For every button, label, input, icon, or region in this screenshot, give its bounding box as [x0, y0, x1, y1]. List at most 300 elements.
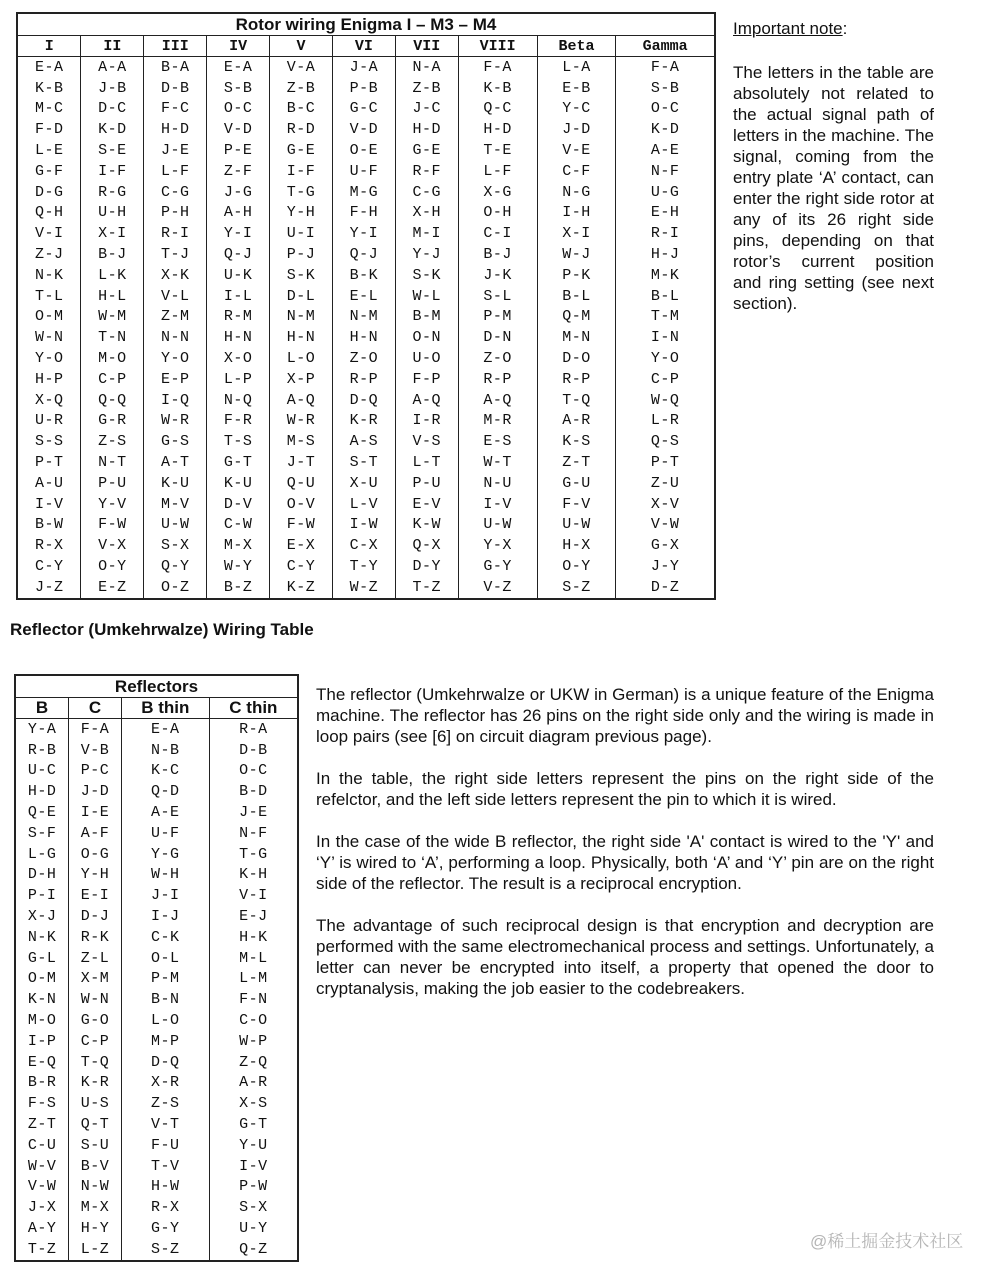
- rotor-table-cell: H-L: [81, 286, 144, 307]
- reflector-table-cell: V-W: [15, 1177, 69, 1198]
- rotor-table-cell: W-M: [81, 307, 144, 328]
- rotor-table-cell: S-Z: [537, 577, 616, 599]
- rotor-table-cell: V-A: [270, 57, 333, 78]
- rotor-table-cell: J-Z: [17, 577, 81, 599]
- reflector-table-cell: H-D: [15, 781, 69, 802]
- rotor-table-cell: U-R: [17, 411, 81, 432]
- rotor-table-cell: U-I: [270, 223, 333, 244]
- rotor-table-cell: J-B: [81, 78, 144, 99]
- rotor-table-cell: S-E: [81, 140, 144, 161]
- rotor-table-cell: I-N: [616, 327, 715, 348]
- reflector-table-row: [15, 761, 298, 782]
- rotor-table-cell: W-R: [144, 411, 207, 432]
- rotor-table-cell: W-R: [270, 411, 333, 432]
- reflector-table-cell: K-N: [15, 989, 69, 1010]
- rotor-table-cell: U-G: [616, 182, 715, 203]
- rotor-table-cell: L-P: [207, 369, 270, 390]
- reflector-table-column-header: B: [15, 698, 69, 719]
- rotor-table-cell: D-Q: [332, 390, 395, 411]
- reflector-table-cell: I-P: [15, 1031, 69, 1052]
- rotor-table-cell: S-S: [17, 431, 81, 452]
- rotor-table-cell: L-F: [144, 161, 207, 182]
- rotor-table-row: [17, 577, 715, 599]
- rotor-table-row: [17, 473, 715, 494]
- rotor-table-cell: Y-V: [81, 494, 144, 515]
- rotor-table-cell: E-H: [616, 203, 715, 224]
- reflector-table-cell: U-Y: [209, 1218, 298, 1239]
- rotor-table-cell: R-I: [144, 223, 207, 244]
- reflector-wiring-table: [14, 674, 299, 1262]
- rotor-table-cell: E-A: [17, 57, 81, 78]
- rotor-table-cell: Q-Q: [81, 390, 144, 411]
- reflector-table-cell: W-H: [121, 865, 209, 886]
- rotor-table-row: [17, 265, 715, 286]
- rotor-table-cell: K-D: [616, 119, 715, 140]
- rotor-table-cell: N-F: [616, 161, 715, 182]
- rotor-table-cell: B-L: [616, 286, 715, 307]
- reflector-table-cell: V-T: [121, 1114, 209, 1135]
- reflector-table-row: [15, 989, 298, 1010]
- rotor-table-cell: P-T: [17, 452, 81, 473]
- reflector-table-cell: H-W: [121, 1177, 209, 1198]
- note-title: [733, 19, 847, 39]
- rotor-table-title: Rotor wiring Enigma I – M3 – M4: [17, 13, 715, 36]
- rotor-table-cell: S-X: [144, 535, 207, 556]
- rotor-table-cell: A-S: [332, 431, 395, 452]
- reflector-table-cell: M-O: [15, 1010, 69, 1031]
- reflector-table-cell: R-B: [15, 740, 69, 761]
- rotor-table-cell: X-K: [144, 265, 207, 286]
- rotor-table-cell: Y-I: [332, 223, 395, 244]
- reflector-table-cell: T-G: [209, 844, 298, 865]
- rotor-table-cell: C-G: [144, 182, 207, 203]
- reflector-table-cell: Y-A: [15, 719, 69, 740]
- reflector-table-cell: L-O: [121, 1010, 209, 1031]
- reflector-table-cell: G-Y: [121, 1218, 209, 1239]
- rotor-table-column-header: VII: [395, 36, 458, 57]
- rotor-table-cell: W-Y: [207, 556, 270, 577]
- reflector-table-cell: P-W: [209, 1177, 298, 1198]
- rotor-table-cell: B-A: [144, 57, 207, 78]
- rotor-table-cell: X-I: [537, 223, 616, 244]
- rotor-table-row: [17, 556, 715, 577]
- reflector-table-cell: P-I: [15, 885, 69, 906]
- rotor-table-cell: T-M: [616, 307, 715, 328]
- rotor-table-column-header: III: [144, 36, 207, 57]
- reflector-table-row: [15, 719, 298, 740]
- reflector-table-row: [15, 948, 298, 969]
- rotor-table-cell: D-Z: [616, 577, 715, 599]
- rotor-table-cell: I-F: [270, 161, 333, 182]
- note-body: The letters in the table are absolutely not related to the actual signal path of letters in the machine. The signal, coming from the entry plate ‘A’ contact, can enter the right side rotor at any of its 26 right side pins, depending on that rotor’s current position and ring setting (see next section).: [733, 63, 934, 313]
- reflector-table-row: [15, 927, 298, 948]
- rotor-table-cell: E-L: [332, 286, 395, 307]
- reflector-table-cell: S-Z: [121, 1239, 209, 1261]
- reflector-paragraph-4: The advantage of such reciprocal design is that encryption and decryption are performed with the same electromechanical process and settings. Unfortunately, a letter can never be encrypted into itself, a property that opened the door to cryptanalysis, making the job easier to the codebreakers.: [316, 916, 934, 998]
- rotor-table-cell: R-G: [81, 182, 144, 203]
- rotor-table-cell: H-N: [207, 327, 270, 348]
- reflector-paragraph-1: The reflector (Umkehrwalze or UKW in German) is a unique feature of the Enigma machine. The reflector has 26 pins on the right side only and the wiring is made in loop pairs (see [6] on circuit diagram previous page).: [316, 685, 934, 746]
- reflector-table-cell: T-Z: [15, 1239, 69, 1261]
- reflector-table-cell: Z-L: [69, 948, 122, 969]
- rotor-table-cell: H-D: [395, 119, 458, 140]
- rotor-table-cell: Q-J: [207, 244, 270, 265]
- rotor-table-cell: X-O: [207, 348, 270, 369]
- rotor-table-cell: T-G: [270, 182, 333, 203]
- rotor-table-cell: N-Q: [207, 390, 270, 411]
- rotor-table-row: [17, 140, 715, 161]
- rotor-table-cell: F-A: [616, 57, 715, 78]
- rotor-table-cell: L-R: [616, 411, 715, 432]
- rotor-table-cell: S-L: [458, 286, 537, 307]
- rotor-table-column-header: I: [17, 36, 81, 57]
- rotor-table-cell: C-P: [616, 369, 715, 390]
- rotor-table-cell: X-I: [81, 223, 144, 244]
- rotor-table-cell: L-A: [537, 57, 616, 78]
- reflector-table-cell: M-X: [69, 1197, 122, 1218]
- rotor-table-cell: M-O: [81, 348, 144, 369]
- note-title-text: Important note: [733, 19, 843, 38]
- rotor-table-cell: O-Y: [81, 556, 144, 577]
- rotor-table-cell: J-T: [270, 452, 333, 473]
- rotor-table-cell: F-W: [270, 515, 333, 536]
- rotor-table-cell: A-E: [616, 140, 715, 161]
- rotor-table-cell: C-Y: [270, 556, 333, 577]
- rotor-table-cell: E-X: [270, 535, 333, 556]
- rotor-table-cell: G-Y: [458, 556, 537, 577]
- rotor-table-cell: W-T: [458, 452, 537, 473]
- rotor-table-cell: C-P: [81, 369, 144, 390]
- rotor-table-cell: N-G: [537, 182, 616, 203]
- rotor-table-cell: M-G: [332, 182, 395, 203]
- reflector-table-cell: F-S: [15, 1093, 69, 1114]
- reflector-table-cell: A-R: [209, 1073, 298, 1094]
- rotor-table-cell: C-I: [458, 223, 537, 244]
- rotor-table-cell: K-Z: [270, 577, 333, 599]
- rotor-table-cell: P-H: [144, 203, 207, 224]
- reflector-table-cell: B-R: [15, 1073, 69, 1094]
- reflector-table-cell: J-D: [69, 781, 122, 802]
- reflector-table-title: Reflectors: [15, 675, 298, 698]
- rotor-table-cell: N-T: [81, 452, 144, 473]
- rotor-table-column-header: V: [270, 36, 333, 57]
- reflector-table-cell: I-V: [209, 1156, 298, 1177]
- rotor-table-cell: I-R: [395, 411, 458, 432]
- reflector-table-cell: C-K: [121, 927, 209, 948]
- reflector-table-cell: Y-G: [121, 844, 209, 865]
- rotor-table-cell: T-Y: [332, 556, 395, 577]
- rotor-table-row: [17, 182, 715, 203]
- rotor-table-cell: A-Q: [270, 390, 333, 411]
- rotor-wiring-table: [16, 12, 716, 600]
- rotor-table-cell: G-F: [17, 161, 81, 182]
- rotor-table-cell: Q-X: [395, 535, 458, 556]
- rotor-table-cell: J-K: [458, 265, 537, 286]
- rotor-table-cell: B-K: [332, 265, 395, 286]
- rotor-table-row: [17, 327, 715, 348]
- rotor-table-cell: F-A: [458, 57, 537, 78]
- reflector-table-cell: F-N: [209, 989, 298, 1010]
- reflector-table-row: [15, 885, 298, 906]
- rotor-table-cell: H-X: [537, 535, 616, 556]
- rotor-table-cell: T-S: [207, 431, 270, 452]
- rotor-table-cell: U-W: [458, 515, 537, 536]
- reflector-table-cell: G-T: [209, 1114, 298, 1135]
- reflector-table-body: [15, 719, 298, 1261]
- rotor-table-cell: Y-O: [17, 348, 81, 369]
- reflector-table-cell: D-B: [209, 740, 298, 761]
- rotor-table-cell: M-V: [144, 494, 207, 515]
- reflector-table-cell: Y-H: [69, 865, 122, 886]
- rotor-table-cell: U-H: [81, 203, 144, 224]
- rotor-table-cell: J-D: [537, 119, 616, 140]
- reflector-table-row: [15, 1156, 298, 1177]
- rotor-table-cell: K-D: [81, 119, 144, 140]
- rotor-table-cell: R-X: [17, 535, 81, 556]
- rotor-table-cell: D-B: [144, 78, 207, 99]
- rotor-table-cell: C-F: [537, 161, 616, 182]
- rotor-table-cell: T-N: [81, 327, 144, 348]
- note-title-suffix: :: [842, 19, 848, 38]
- reflector-table-cell: X-S: [209, 1093, 298, 1114]
- reflector-table-cell: L-G: [15, 844, 69, 865]
- rotor-table-cell: Q-U: [270, 473, 333, 494]
- rotor-table-row: [17, 99, 715, 120]
- rotor-table-cell: U-K: [207, 265, 270, 286]
- rotor-table-cell: W-Z: [332, 577, 395, 599]
- rotor-table-cell: W-Q: [616, 390, 715, 411]
- reflector-table-cell: E-I: [69, 885, 122, 906]
- reflector-table-cell: X-R: [121, 1073, 209, 1094]
- rotor-table-cell: M-K: [616, 265, 715, 286]
- reflector-table-row: [15, 844, 298, 865]
- rotor-table-row: [17, 203, 715, 224]
- reflector-table-cell: F-U: [121, 1135, 209, 1156]
- rotor-table-cell: H-N: [332, 327, 395, 348]
- rotor-table-cell: F-W: [81, 515, 144, 536]
- rotor-table-row: [17, 369, 715, 390]
- reflector-table-cell: E-A: [121, 719, 209, 740]
- rotor-table-cell: J-Y: [616, 556, 715, 577]
- rotor-table-cell: E-S: [458, 431, 537, 452]
- rotor-table-cell: Z-O: [458, 348, 537, 369]
- rotor-table-cell: D-O: [537, 348, 616, 369]
- reflector-table-cell: W-P: [209, 1031, 298, 1052]
- reflector-table-cell: Q-Z: [209, 1239, 298, 1261]
- reflector-table-cell: K-H: [209, 865, 298, 886]
- rotor-table-cell: R-P: [458, 369, 537, 390]
- rotor-table-cell: Y-X: [458, 535, 537, 556]
- reflector-table-row: [15, 865, 298, 886]
- reflector-table-header-row: [15, 698, 298, 719]
- rotor-table-cell: T-Q: [537, 390, 616, 411]
- reflector-table-cell: B-D: [209, 781, 298, 802]
- reflector-table-cell: Z-Q: [209, 1052, 298, 1073]
- rotor-table-cell: K-R: [332, 411, 395, 432]
- rotor-table-row: [17, 119, 715, 140]
- rotor-table-row: [17, 515, 715, 536]
- rotor-table-cell: M-S: [270, 431, 333, 452]
- reflector-table-cell: D-Q: [121, 1052, 209, 1073]
- rotor-table-cell: G-E: [395, 140, 458, 161]
- rotor-table-cell: Y-O: [616, 348, 715, 369]
- rotor-table-cell: I-F: [81, 161, 144, 182]
- rotor-table-cell: T-L: [17, 286, 81, 307]
- reflector-section-heading: Reflector (Umkehrwalze) Wiring Table: [10, 620, 314, 639]
- rotor-table-cell: P-K: [537, 265, 616, 286]
- reflector-table-cell: Q-T: [69, 1114, 122, 1135]
- reflector-table-cell: T-Q: [69, 1052, 122, 1073]
- reflector-table-cell: J-I: [121, 885, 209, 906]
- rotor-table-cell: Y-H: [270, 203, 333, 224]
- rotor-table-cell: K-S: [537, 431, 616, 452]
- rotor-table-cell: S-B: [616, 78, 715, 99]
- rotor-table-cell: K-B: [458, 78, 537, 99]
- reflector-table-cell: G-L: [15, 948, 69, 969]
- reflector-table-cell: H-K: [209, 927, 298, 948]
- rotor-table-cell: F-R: [207, 411, 270, 432]
- reflector-table-cell: K-R: [69, 1073, 122, 1094]
- rotor-table-cell: R-P: [537, 369, 616, 390]
- rotor-table-cell: U-W: [144, 515, 207, 536]
- rotor-table-cell: G-T: [207, 452, 270, 473]
- rotor-table-cell: O-N: [395, 327, 458, 348]
- reflector-table-row: [15, 1114, 298, 1135]
- reflector-table-cell: C-U: [15, 1135, 69, 1156]
- rotor-table-cell: Z-U: [616, 473, 715, 494]
- rotor-table-cell: B-Z: [207, 577, 270, 599]
- rotor-table-cell: M-I: [395, 223, 458, 244]
- reflector-paragraph-2: In the table, the right side letters represent the pins on the right side of the refelctor, and the left side letters represent the pin to which it is wired.: [316, 769, 934, 809]
- rotor-table-cell: O-H: [458, 203, 537, 224]
- rotor-table-cell: Z-T: [537, 452, 616, 473]
- reflector-table-cell: U-F: [121, 823, 209, 844]
- rotor-table-row: [17, 307, 715, 328]
- rotor-table-column-header: IV: [207, 36, 270, 57]
- rotor-table-cell: D-Y: [395, 556, 458, 577]
- reflector-table-cell: N-F: [209, 823, 298, 844]
- reflector-table-cell: B-V: [69, 1156, 122, 1177]
- rotor-table-cell: R-P: [332, 369, 395, 390]
- reflector-table-cell: N-W: [69, 1177, 122, 1198]
- rotor-table-cell: X-H: [395, 203, 458, 224]
- rotor-table-cell: A-H: [207, 203, 270, 224]
- reflector-table-column-header: B thin: [121, 698, 209, 719]
- reflector-table-cell: Z-T: [15, 1114, 69, 1135]
- rotor-table-cell: M-R: [458, 411, 537, 432]
- reflector-paragraph-3: In the case of the wide B reflector, the right side 'A' contact is wired to the 'Y' and ‘Y’ is wired to ‘A’, performing a loop. Physically, both ‘A’ and ‘Y’ pin are on the right side of the reflector. The result is a reciprocal encryption.: [316, 832, 934, 893]
- rotor-table-cell: I-W: [332, 515, 395, 536]
- rotor-table-row: [17, 452, 715, 473]
- rotor-table-body: [17, 57, 715, 599]
- rotor-table-cell: F-D: [17, 119, 81, 140]
- reflector-table-cell: A-F: [69, 823, 122, 844]
- reflector-table-cell: R-A: [209, 719, 298, 740]
- rotor-table-cell: P-E: [207, 140, 270, 161]
- rotor-table-cell: Q-M: [537, 307, 616, 328]
- rotor-table-cell: L-K: [81, 265, 144, 286]
- reflector-table-row: [15, 1135, 298, 1156]
- reflector-table-row: [15, 1073, 298, 1094]
- reflector-table-cell: F-A: [69, 719, 122, 740]
- reflector-table-cell: D-H: [15, 865, 69, 886]
- reflector-table-cell: Y-U: [209, 1135, 298, 1156]
- rotor-table-cell: Q-J: [332, 244, 395, 265]
- rotor-table-cell: O-C: [207, 99, 270, 120]
- rotor-table-cell: Q-C: [458, 99, 537, 120]
- rotor-table-cell: Z-M: [144, 307, 207, 328]
- rotor-table-cell: B-C: [270, 99, 333, 120]
- reflector-table-row: [15, 1031, 298, 1052]
- rotor-table-cell: D-C: [81, 99, 144, 120]
- reflector-table-cell: P-M: [121, 969, 209, 990]
- rotor-table-column-header: Gamma: [616, 36, 715, 57]
- reflector-table-cell: N-B: [121, 740, 209, 761]
- rotor-table-cell: X-Q: [17, 390, 81, 411]
- rotor-table-row: [17, 390, 715, 411]
- rotor-table-row: [17, 431, 715, 452]
- rotor-table-header-row: [17, 36, 715, 57]
- reflector-table-cell: H-Y: [69, 1218, 122, 1239]
- rotor-table-cell: I-V: [17, 494, 81, 515]
- reflector-table-cell: Z-S: [121, 1093, 209, 1114]
- reflector-table-cell: Q-D: [121, 781, 209, 802]
- rotor-table-cell: F-C: [144, 99, 207, 120]
- rotor-table-cell: N-M: [270, 307, 333, 328]
- rotor-table-row: [17, 57, 715, 78]
- reflector-table-cell: S-U: [69, 1135, 122, 1156]
- rotor-table-cell: O-Z: [144, 577, 207, 599]
- reflector-table-cell: U-S: [69, 1093, 122, 1114]
- reflector-table-cell: D-J: [69, 906, 122, 927]
- rotor-table-cell: P-M: [458, 307, 537, 328]
- reflector-table-row: [15, 969, 298, 990]
- rotor-table-cell: N-A: [395, 57, 458, 78]
- rotor-table-cell: T-Z: [395, 577, 458, 599]
- rotor-table-cell: G-S: [144, 431, 207, 452]
- rotor-table-cell: V-D: [332, 119, 395, 140]
- rotor-table-cell: F-P: [395, 369, 458, 390]
- rotor-table-cell: O-V: [270, 494, 333, 515]
- rotor-table-cell: D-N: [458, 327, 537, 348]
- rotor-table-cell: X-V: [616, 494, 715, 515]
- reflector-table-cell: R-X: [121, 1197, 209, 1218]
- reflector-table-cell: C-P: [69, 1031, 122, 1052]
- reflector-table-row: [15, 1218, 298, 1239]
- rotor-table-cell: K-U: [144, 473, 207, 494]
- rotor-table-cell: U-F: [332, 161, 395, 182]
- reflector-table-cell: X-J: [15, 906, 69, 927]
- rotor-table-cell: U-W: [537, 515, 616, 536]
- rotor-table-cell: R-F: [395, 161, 458, 182]
- rotor-table-cell: T-E: [458, 140, 537, 161]
- reflector-table-cell: E-Q: [15, 1052, 69, 1073]
- reflector-table-row: [15, 1093, 298, 1114]
- rotor-table-cell: V-S: [395, 431, 458, 452]
- reflector-table-row: [15, 1197, 298, 1218]
- rotor-table-cell: I-Q: [144, 390, 207, 411]
- rotor-table-cell: R-D: [270, 119, 333, 140]
- reflector-table-cell: C-O: [209, 1010, 298, 1031]
- rotor-table-cell: E-Z: [81, 577, 144, 599]
- reflector-table-cell: E-J: [209, 906, 298, 927]
- reflector-table-column-header: C thin: [209, 698, 298, 719]
- reflector-table-cell: O-G: [69, 844, 122, 865]
- rotor-table-cell: R-M: [207, 307, 270, 328]
- rotor-table-row: [17, 411, 715, 432]
- rotor-table-cell: V-X: [81, 535, 144, 556]
- rotor-table-cell: X-U: [332, 473, 395, 494]
